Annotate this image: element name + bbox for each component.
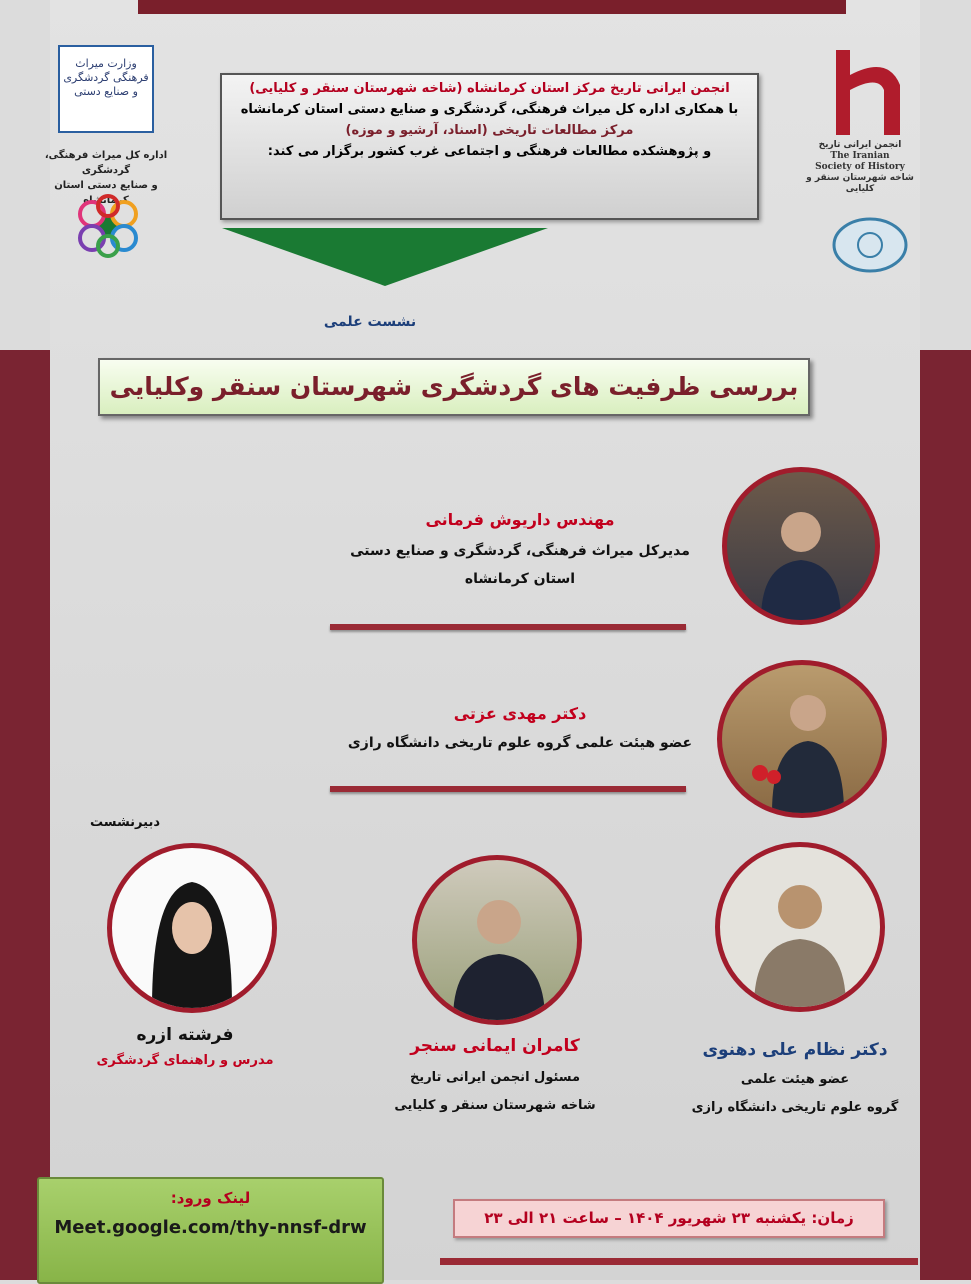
speaker-5-info [70, 1025, 300, 1068]
society-caption: انجمن ایرانی تاریخ The Iranian Society of History شاخه شهرستان سنقر و کلیایی [806, 140, 914, 194]
moderator-label: دبیرنشست [89, 815, 160, 830]
historical-center-seal-icon [830, 215, 910, 275]
speaker-3-name: دکتر نظام علی دهنوی [702, 1040, 888, 1060]
page-title: بررسی ظرفیت های گردشگری شهرستان سنقر وکلیایی [98, 358, 810, 416]
speaker-2-info [330, 704, 710, 757]
speaker-5-name: فرشته ازره [136, 1025, 234, 1045]
right-decor-bar [920, 350, 971, 1280]
speaker-5-photo [107, 843, 277, 1013]
speaker-3-desc2: گروه علوم تاریخی دانشگاه رازی [691, 1100, 899, 1115]
speaker-1-info [330, 510, 710, 593]
down-arrow-icon [222, 228, 548, 286]
person-silhouette-icon [722, 665, 882, 813]
speaker-4-info [375, 1036, 615, 1120]
iranian-society-history-logo-icon [828, 45, 908, 140]
speaker-4-name: کامران ایمانی سنجر [410, 1036, 580, 1056]
time-value: یکشنبه ۲۳ شهریور ۱۴۰۴ – ساعت ۲۱ الی ۲۳ [484, 1209, 807, 1227]
time-box [453, 1199, 885, 1238]
join-link-box [37, 1177, 384, 1284]
research-institute-logo-icon [62, 190, 154, 262]
speaker-4-desc1: مسئول انجمن ایرانی تاریخ [409, 1070, 581, 1085]
ministry-caption: اداره کل میراث فرهنگی، گردشگری و صنایع دستی استان کرمانشاه [44, 150, 168, 206]
left-decor-bar [0, 350, 50, 1280]
speaker-4-desc2: شاخه شهرستان سنقر و کلیایی [394, 1098, 596, 1113]
speaker-3-photo [715, 842, 885, 1012]
header-line-2: با همکاری اداره کل میراث فرهنگی، گردشگری و صنایع دستی استان کرمانشاه [240, 102, 739, 117]
speaker-5-desc1: مدرس و راهنمای گردشگری [96, 1053, 274, 1068]
person-silhouette-icon [417, 860, 577, 1020]
time-label: زمان: [811, 1209, 854, 1227]
speaker-1-desc1: مدیرکل میراث فرهنگی، گردشگری و صنایع دستی [350, 543, 690, 559]
header-line-4: و پژوهشکده مطالعات فرهنگی و اجتماعی غرب کشور برگزار می کند: [267, 144, 712, 159]
speaker-2-name: دکتر مهدی عزتی [453, 704, 587, 723]
speaker-3-desc1: عضو هیئت علمی [740, 1072, 850, 1087]
speaker-4-photo [412, 855, 582, 1025]
person-silhouette-icon [112, 848, 272, 1008]
speaker-1-desc2: استان کرمانشاه [464, 571, 576, 587]
person-silhouette-icon [727, 472, 875, 620]
bottom-divider [440, 1258, 918, 1265]
divider [330, 624, 686, 630]
top-decor-bar [138, 0, 846, 14]
person-silhouette-icon [720, 847, 880, 1007]
header-line-1: انجمن ایرانی تاریخ مرکز استان کرمانشاه (شاخه شهرستان سنقر و کلیایی) [249, 81, 730, 96]
divider [330, 786, 686, 792]
speaker-3-info [670, 1040, 920, 1122]
join-link-url[interactable]: Meet.google.com/thy-nnsf-drw [54, 1217, 367, 1238]
header-line-3: مرکز مطالعات تاریخی (اسناد، آرشیو و موزه) [345, 123, 634, 138]
speaker-1-name: مهندس داریوش فرمانی [425, 510, 615, 529]
join-link-label: لینک ورود: [170, 1189, 251, 1207]
organizers-box [220, 73, 759, 220]
speaker-1-photo [722, 467, 880, 625]
speaker-2-desc1: عضو هیئت علمی گروه علوم تاریخی دانشگاه رازی [347, 735, 693, 751]
ministry-logo-text: وزارت میراث فرهنگی گردشگری و صنایع دستی [63, 57, 149, 98]
speaker-2-photo [717, 660, 887, 818]
session-label: نشست علمی [323, 314, 417, 330]
ministry-logo [58, 45, 154, 133]
